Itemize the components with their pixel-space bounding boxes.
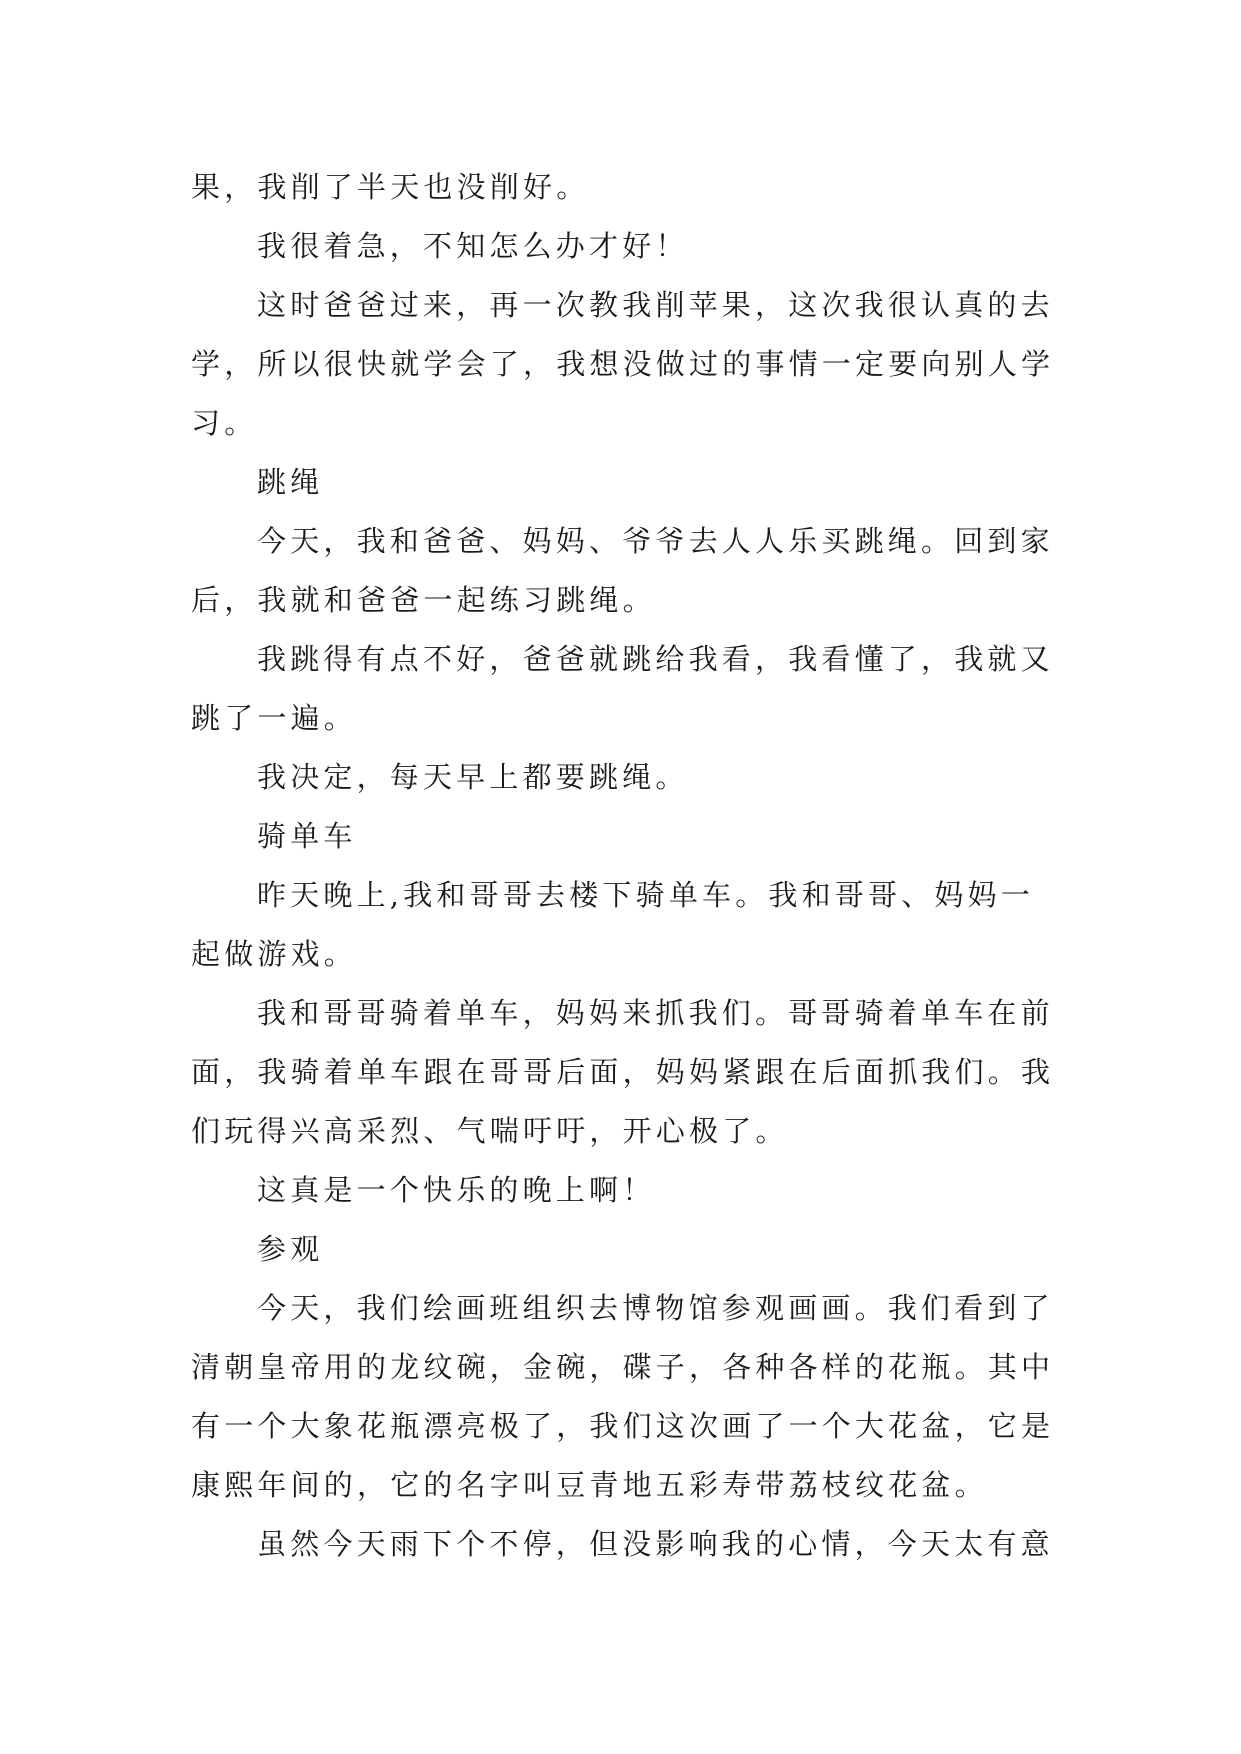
text-line: 面，我骑着单车跟在哥哥后面，妈妈紧跟在后面抓我们。我 bbox=[191, 1055, 1055, 1089]
text-line: 学，所以很快就学会了，我想没做过的事情一定要向别人学 bbox=[191, 347, 1055, 381]
section-heading-jump-rope: 跳绳 bbox=[257, 465, 324, 499]
text-line: 我决定，每天早上都要跳绳。 bbox=[257, 760, 689, 794]
text-line: 这时爸爸过来，再一次教我削苹果，这次我很认真的去 bbox=[257, 288, 1054, 322]
text-line: 今天，我和爸爸、妈妈、爷爷去人人乐买跳绳。回到家 bbox=[257, 524, 1054, 558]
text-line: 这真是一个快乐的晚上啊！ bbox=[257, 1173, 656, 1207]
text-line: 后，我就和爸爸一起练习跳绳。 bbox=[191, 583, 656, 617]
text-line: 昨天晚上,我和哥哥去楼下骑单车。我和哥哥、妈妈一 bbox=[257, 878, 1035, 912]
text-line: 跳了一遍。 bbox=[191, 701, 358, 735]
text-line: 康熙年间的，它的名字叫豆青地五彩寿带荔枝纹花盆。 bbox=[191, 1468, 988, 1502]
text-line: 我很着急，不知怎么办才好！ bbox=[257, 229, 689, 263]
text-line: 果，我削了半天也没削好。 bbox=[191, 170, 590, 204]
section-heading-bicycle: 骑单车 bbox=[257, 819, 357, 853]
text-line: 有一个大象花瓶漂亮极了，我们这次画了一个大花盆，它是 bbox=[191, 1409, 1055, 1443]
text-line: 起做游戏。 bbox=[191, 937, 358, 971]
text-line: 清朝皇帝用的龙纹碗，金碗，碟子，各种各样的花瓶。其中 bbox=[191, 1350, 1055, 1384]
section-heading-visit: 参观 bbox=[257, 1232, 324, 1266]
text-line: 今天，我们绘画班组织去博物馆参观画画。我们看到了 bbox=[257, 1291, 1054, 1325]
text-line: 习。 bbox=[191, 406, 258, 440]
document-body bbox=[191, 158, 1055, 1574]
text-line: 我跳得有点不好，爸爸就跳给我看，我看懂了，我就又 bbox=[257, 642, 1054, 676]
text-line: 我和哥哥骑着单车，妈妈来抓我们。哥哥骑着单车在前 bbox=[257, 996, 1054, 1030]
text-line: 们玩得兴高采烈、气喘吁吁，开心极了。 bbox=[191, 1114, 789, 1148]
text-line: 虽然今天雨下个不停，但没影响我的心情，今天太有意 bbox=[257, 1527, 1054, 1561]
